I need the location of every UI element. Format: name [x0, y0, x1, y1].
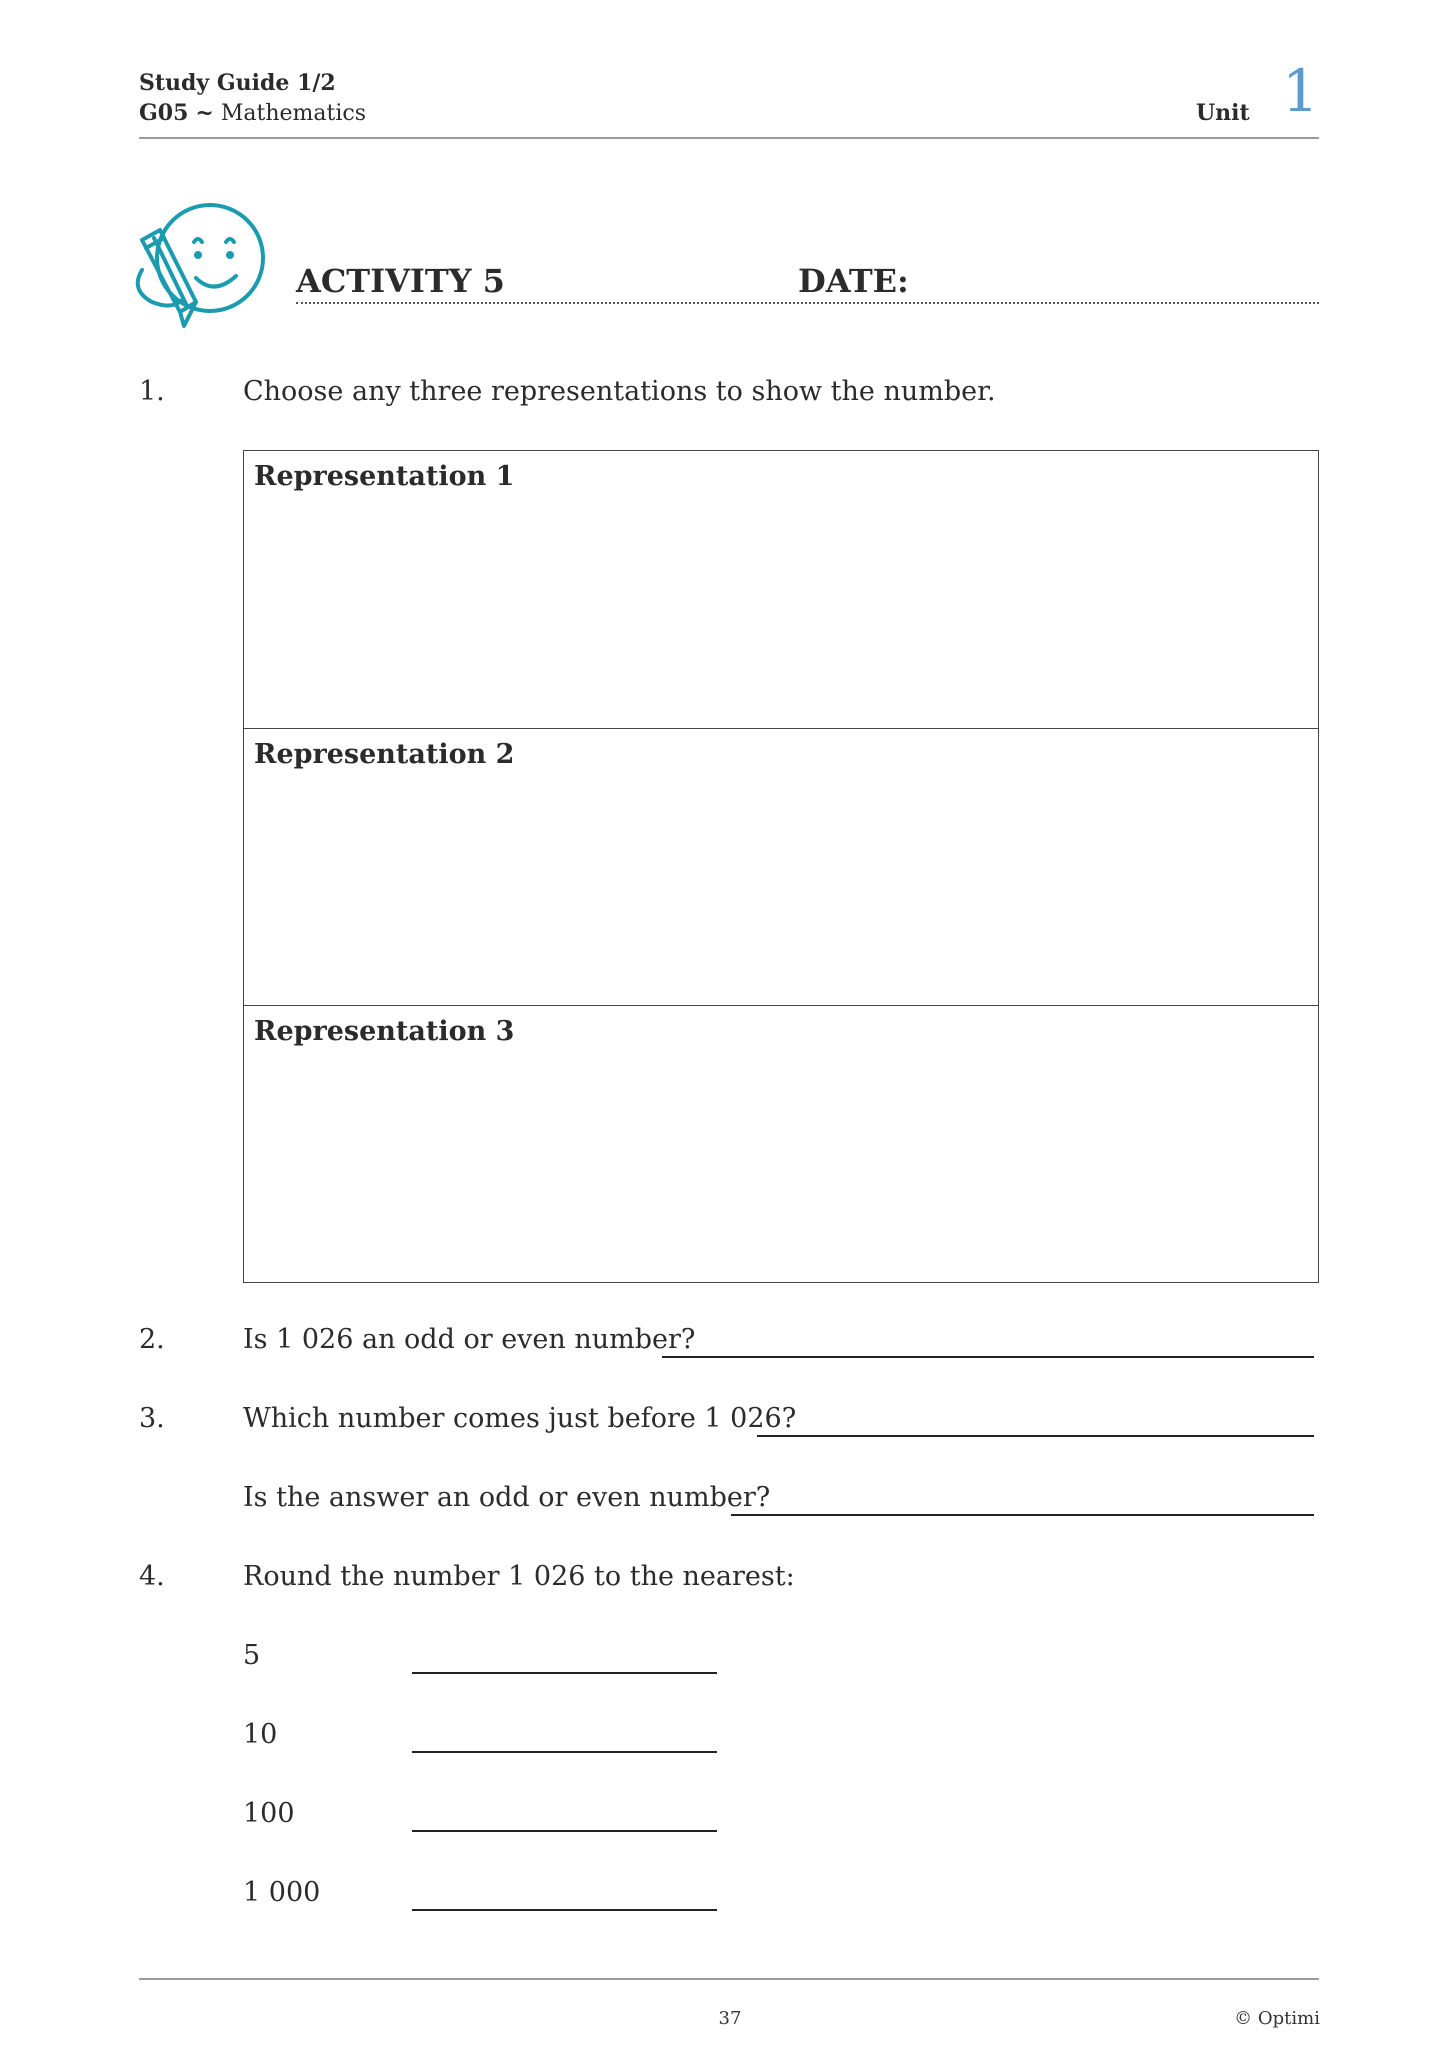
round-to-10-label: 10: [243, 1719, 278, 1750]
header-divider: [139, 137, 1319, 139]
representation-1-box[interactable]: [244, 451, 1318, 729]
subject-name: Mathematics: [220, 101, 366, 126]
question-3b-answer-line[interactable]: [731, 1514, 1314, 1516]
date-label: DATE:: [798, 262, 909, 300]
unit-label: Unit: [1196, 100, 1250, 126]
representation-2-label: Representation 2: [254, 739, 515, 770]
footer-divider: [139, 1978, 1319, 1980]
representation-3-label: Representation 3: [254, 1016, 515, 1047]
question-3-answer-line[interactable]: [757, 1435, 1314, 1437]
question-2-number: 2.: [139, 1324, 165, 1355]
question-2-answer-line[interactable]: [662, 1356, 1314, 1358]
round-to-5-label: 5: [243, 1640, 261, 1671]
round-to-10-answer-line[interactable]: [412, 1751, 717, 1753]
representations-table: [243, 450, 1319, 1283]
study-guide-label: Study Guide 1/2: [139, 70, 336, 96]
round-to-5-answer-line[interactable]: [412, 1672, 717, 1674]
activity-title: ACTIVITY 5: [296, 262, 505, 300]
representation-2-box[interactable]: [244, 728, 1318, 1006]
subject-line: [139, 100, 366, 126]
separator: ~: [195, 100, 214, 126]
round-to-1000-label: 1 000: [243, 1877, 321, 1908]
unit-number: 1: [1282, 57, 1319, 125]
question-1-number: 1.: [139, 376, 165, 407]
page-number: 37: [718, 2008, 742, 2029]
representation-1-label: Representation 1: [254, 461, 515, 492]
question-4-number: 4.: [139, 1561, 165, 1592]
copyright-notice: © Optimi: [1234, 2008, 1320, 2029]
question-3-number: 3.: [139, 1403, 165, 1434]
round-to-100-answer-line[interactable]: [412, 1830, 717, 1832]
representation-3-box[interactable]: [244, 1005, 1318, 1283]
question-2-text: Is 1 026 an odd or even number?: [243, 1324, 696, 1355]
round-to-100-label: 100: [243, 1798, 295, 1829]
question-4-text: Round the number 1 026 to the nearest:: [243, 1561, 795, 1592]
question-3-text: Which number comes just before 1 026?: [243, 1403, 797, 1434]
smiley-pencil-icon: [132, 200, 272, 330]
date-dotted-line[interactable]: [296, 302, 1319, 304]
question-3b-text: Is the answer an odd or even number?: [243, 1482, 771, 1513]
round-to-1000-answer-line[interactable]: [412, 1909, 717, 1911]
grade-code: G05: [139, 100, 189, 126]
question-1-text: Choose any three representations to show the number.: [243, 376, 996, 407]
